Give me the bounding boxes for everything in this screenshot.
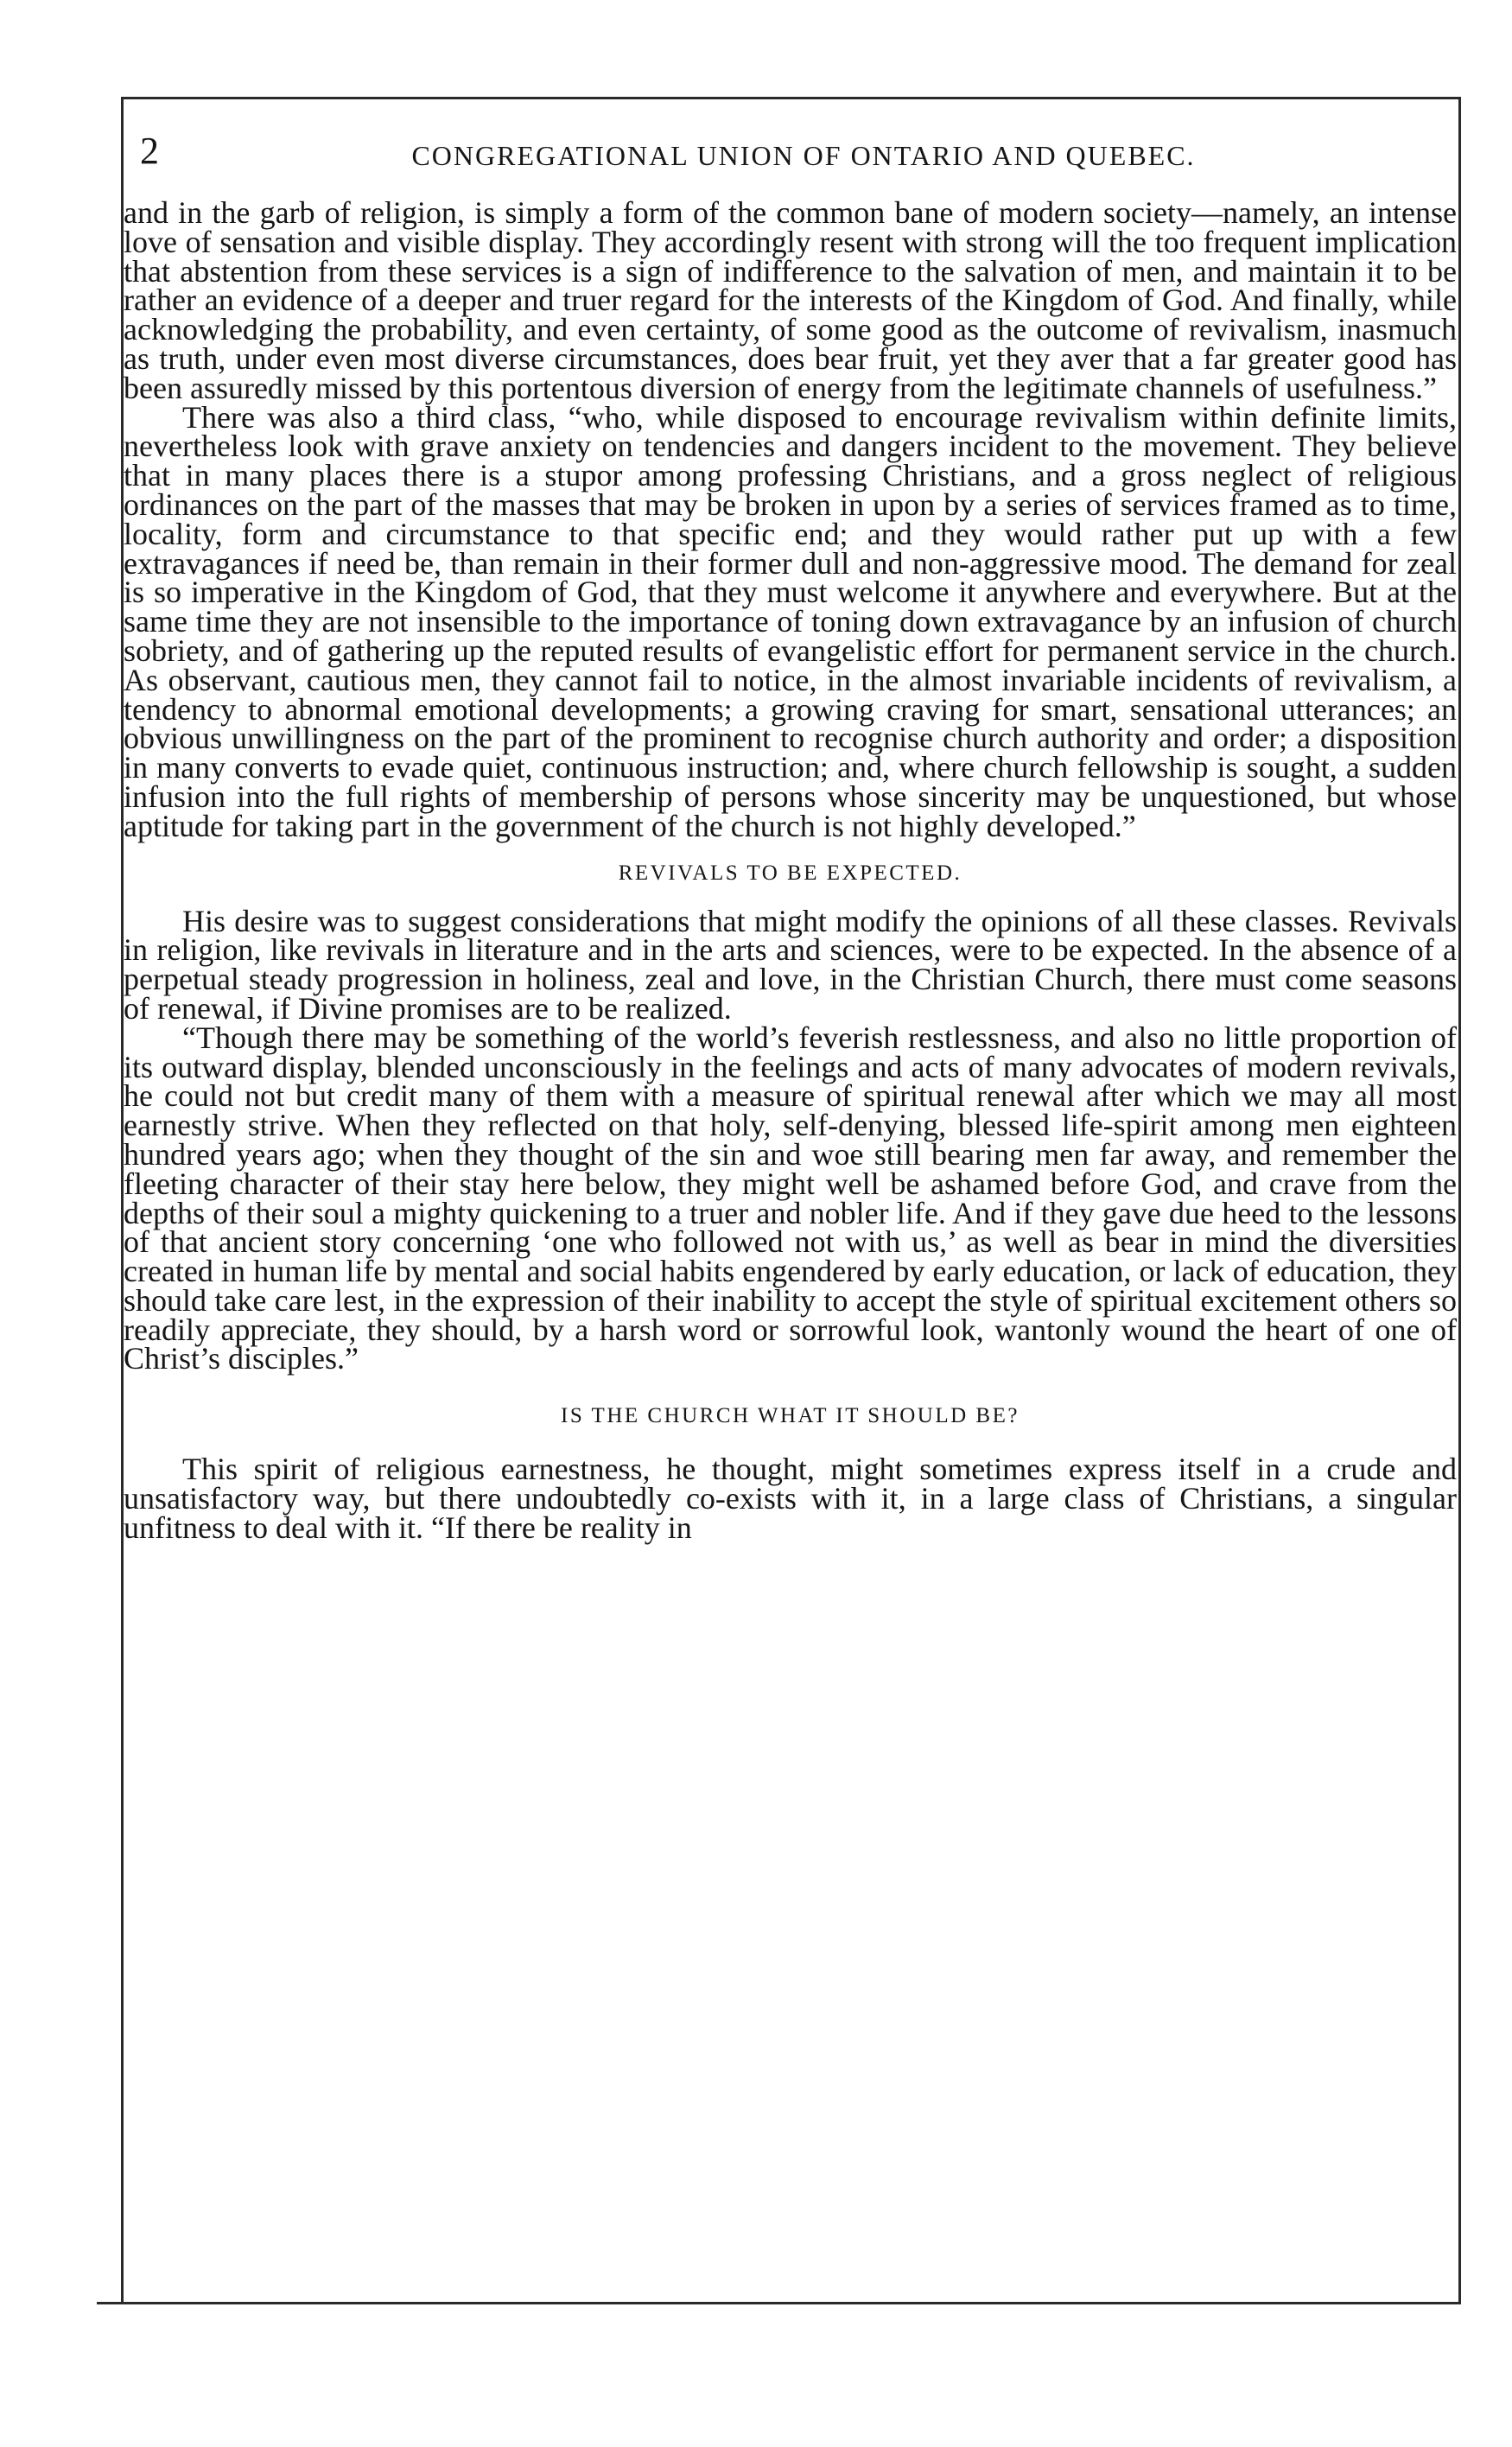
bottom-border-rule (97, 2302, 1460, 2304)
top-border-rule (123, 97, 1460, 99)
paragraph-considerations: His desire was to suggest considerations that might modify the opinions of all these classes. Revivals in religion, like revivals in literature and in the arts and sciences, were to be expected. In the absence of a perpetual steady progression in holiness, zeal and love, in the Christian Church, there must come seasons of renewal, if Divine promises are to be realized. (124, 903, 1457, 1026)
paragraph-continued: and in the garb of religion, is simply a form of the common bane of modern society—namely, an intense love of sensation and visible display. They accordingly resent with strong will the too frequent implication that abstention from these services is a sign of indifference to the salvation of men, and maintain it to be rather an evidence of a deeper and truer regard for the interests of the Kingdom of God. And finally, while acknowledging the probability, and even certainty, of some good as the outcome of revivalism, inasmuch as truth, under even most diverse circumstances, does bear fruit, yet they aver that a far greater good has been assuredly missed by this portentous diversion of energy from the legitimate channels of usefulness.” (124, 195, 1457, 405)
paragraph-quotation: “Though there may be something of the world’s feverish restlessness, and also no little proportion of its outward display, blended unconsciously in the feelings and acts of many advocates of modern revivals, he could not but credit many of them with a measure of spiritual renewal after which we may all most earnestly strive. When they reflected on that holy, self-denying, blessed life-spirit among men eighteen hundred years ago; when they thought of the sin and woe still bearing men far away, and remember the fleeting character of their stay here below, they might well be ashamed before God, and crave from the depths of their soul a mighty quickening to a truer and nobler life. And if they gave due heed to the lessons of that ancient story concerning ‘one who followed not with us,’ as well as bear in mind the diversities created in human life by mental and social habits engendered by early education, or lack of education, they should take care lest, in the expression of their inability to accept the style of spiritual excitement others so readily appreciate, they should, by a harsh word or sorrowful look, wantonly wound the heart of one of Christ’s disciples.” (124, 1020, 1457, 1376)
right-border-rule (1458, 97, 1461, 2304)
running-title: CONGREGATIONAL UNION OF ONTARIO AND QUEBEC. (411, 140, 1196, 171)
paragraph-third-class: There was also a third class, “who, while disposed to encourage revivalism within definite limits, nevertheless look with grave anxiety on tendencies and dangers incident to the movement. They believe that in many places there is a stupor among professing Christians, and a gross neglect of religious ordinances on the part of the masses that may be broken in upon by a series of services framed as to time, locality, form and circumstance to that specific end; and they would rather put up with a few extravagances if need be, than remain in their former dull and non-aggressive mood. The demand for zeal is so imperative in the Kingdom of God, that they must welcome it anywhere and everywhere. But at the same time they are not insensible to the importance of toning down extravagance by an infusion of church sobriety, and of gathering up the reputed results of evangelistic effort for permanent service in the church. As observant, cautious men, they cannot fail to notice, in the almost invariable incidents of revivalism, a tendency to abnormal emotional developments; a growing craving for smart, sensational utterances; an obvious unwillingness on the part of the prominent to recognise church authority and order; a disposition in many converts to evade quiet, continuous instruction; and, where church fellowship is sought, a sudden infusion into the full rights of membership of persons whose sincerity may be unquestioned, but whose aptitude for taking part in the government of the church is not highly developed.” (124, 399, 1457, 843)
section-heading-church: IS THE CHURCH WHAT IT SHOULD BE? (561, 1404, 1020, 1428)
page-number: 2 (140, 130, 159, 172)
section-heading-revivals: REVIVALS TO BE EXPECTED. (618, 861, 962, 885)
paragraph-religious-earnestness: This spirit of religious earnestness, he thought, might sometimes express itself in a crude and unsatisfactory way, but there undoubtedly co-exists with it, in a large class of Christians, a singular unfitness to deal with it. “If there be reality in (124, 1452, 1457, 1545)
body-text (124, 195, 1457, 1545)
